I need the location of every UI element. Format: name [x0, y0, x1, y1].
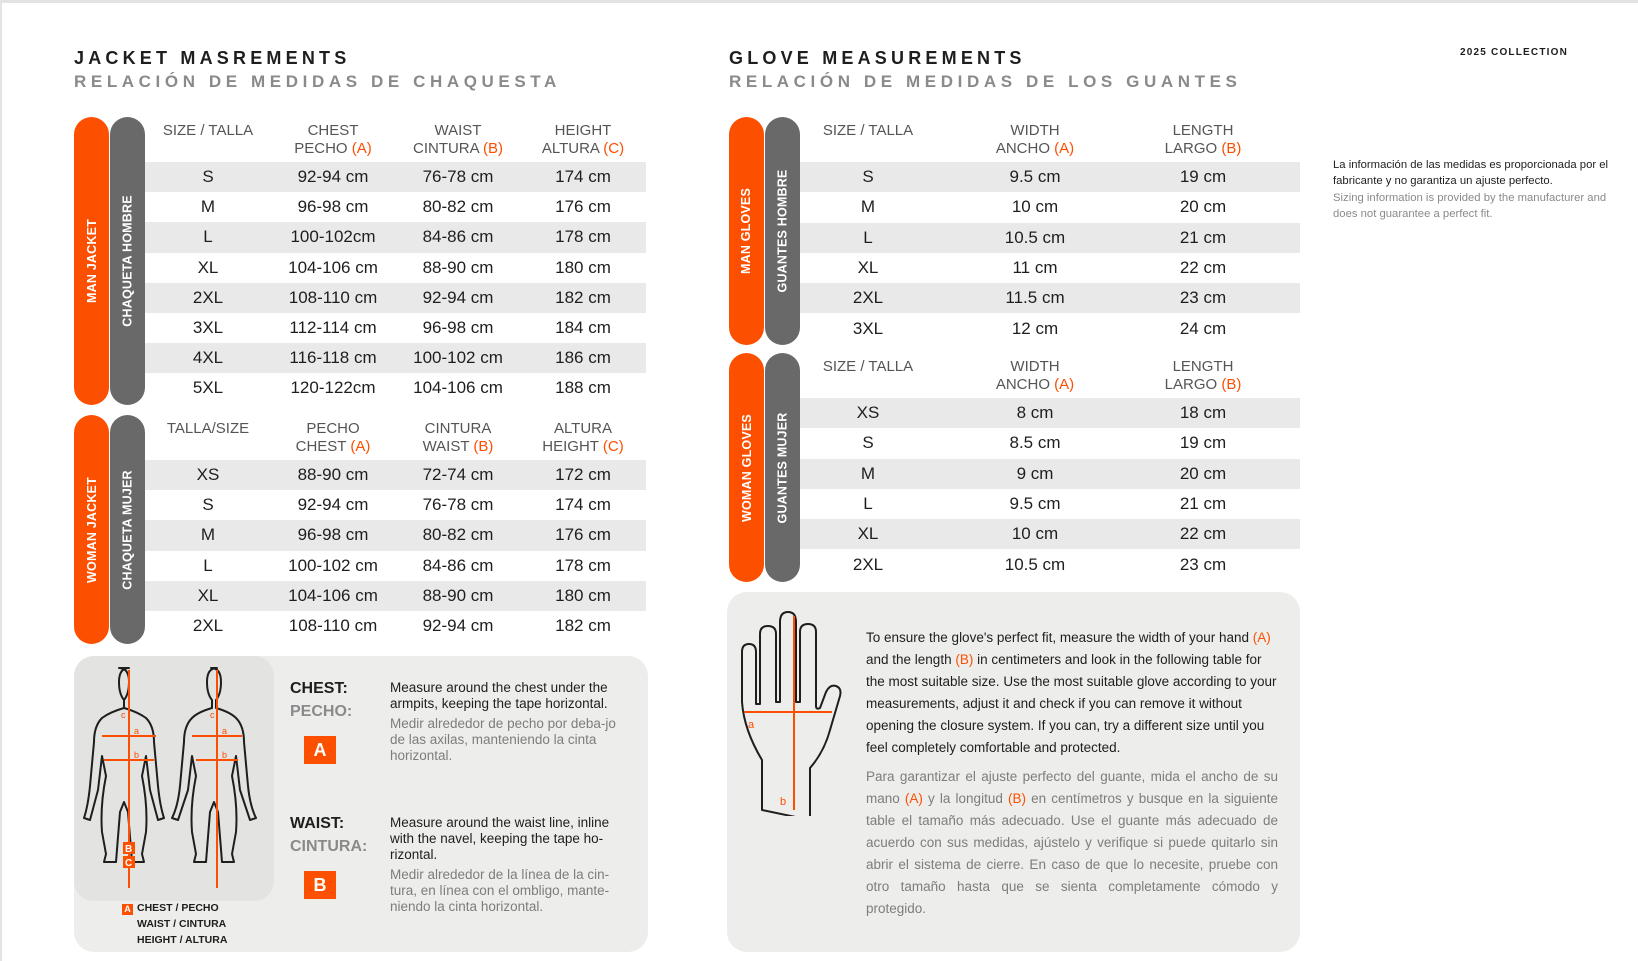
table-cell: 174 cm — [555, 495, 611, 515]
table-cell: 84-86 cm — [422, 227, 494, 247]
chest-label-es: PECHO: — [290, 703, 353, 720]
svg-text:a: a — [222, 726, 228, 736]
disclaimer — [1333, 158, 1623, 222]
table-cell: 96-98 cm — [297, 525, 369, 545]
table-row — [800, 162, 1300, 192]
table-row — [145, 490, 646, 520]
table-row — [145, 343, 646, 373]
column-header: LENGTH LARGO (B) — [1164, 122, 1242, 157]
table-cell: M — [200, 525, 216, 545]
man-jacket-label-es: CHAQUETA HOMBRE — [110, 117, 145, 405]
glove-title: GLOVE MEASUREMENTS — [729, 48, 1026, 68]
woman-jacket-label-es: CHAQUETA MUJER — [110, 415, 145, 644]
table-cell: 104-106 cm — [288, 585, 378, 605]
table-cell: L — [203, 555, 213, 575]
table-cell: 24 cm — [1179, 318, 1227, 338]
table-cell: 20 cm — [1179, 463, 1227, 483]
table-cell: 10 cm — [1011, 197, 1059, 217]
table-cell: S — [862, 167, 874, 187]
table-row — [145, 520, 646, 550]
disclaimer-en: Sizing information is provided by the manufacturer and does not guarantee a perfect fit. — [1333, 192, 1607, 220]
table-cell: XL — [197, 257, 219, 277]
column-header: WAIST CINTURA (B) — [412, 122, 503, 157]
svg-text:a: a — [748, 719, 755, 731]
table-cell: 108-110 cm — [288, 287, 378, 307]
table-cell: 104-106 cm — [413, 378, 503, 398]
waist-text-en: Measure around the waist line, inline with the navel, keeping the tape ho-rizontal. — [390, 815, 610, 862]
chest-text-en: Measure around the chest under the armpits, keeping the tape horizontal. — [390, 680, 608, 711]
table-cell: 92-94 cm — [297, 495, 369, 515]
table-row — [800, 314, 1300, 344]
table-cell: 10.5 cm — [1004, 554, 1066, 574]
table-cell: 22 cm — [1179, 258, 1227, 278]
legend-chest: CHEST / PECHO — [137, 902, 219, 914]
chest-badge: A — [304, 736, 336, 764]
table-cell: L — [863, 494, 873, 514]
table-cell: 96-98 cm — [422, 318, 494, 338]
table-cell: 12 cm — [1011, 318, 1059, 338]
table-row — [145, 162, 646, 192]
table-row — [145, 373, 646, 403]
table-cell: 3XL — [852, 318, 884, 338]
waist-text-es: Medir alrededor de la línea de la cin-tura, en línea con el ombligo, mante-niendo la cinta horizontal. — [390, 867, 610, 914]
table-cell: 9.5 cm — [1009, 167, 1061, 187]
table-cell: 104-106 cm — [288, 257, 378, 277]
svg-text:b: b — [780, 796, 787, 808]
table-cell: 11 cm — [1012, 258, 1058, 278]
table-cell: 10.5 cm — [1004, 227, 1066, 247]
table-cell: 96-98 cm — [297, 197, 369, 217]
chest-text-es: Medir alrededor de pecho por deba-jo de las axilas, manteniendo la cinta horizontal. — [390, 716, 616, 763]
table-cell: 5XL — [192, 378, 224, 398]
table-cell: 10 cm — [1011, 524, 1059, 544]
woman-gloves-label: WOMAN GLOVES — [729, 353, 764, 582]
table-cell: 178 cm — [555, 555, 611, 575]
table-row — [145, 611, 646, 641]
table-cell: 176 cm — [555, 525, 611, 545]
table-cell: 186 cm — [555, 348, 611, 368]
table-cell: 18 cm — [1179, 403, 1227, 423]
table-cell: XS — [856, 403, 880, 423]
hand-outline-icon — [740, 610, 852, 816]
man-gloves-label: MAN GLOVES — [729, 117, 764, 345]
table-cell: XL — [857, 258, 879, 278]
table-cell: 2XL — [192, 287, 224, 307]
woman-jacket-table — [145, 420, 646, 645]
table-cell: 2XL — [192, 616, 224, 636]
table-cell: 11.5 cm — [1005, 288, 1065, 308]
table-row — [145, 581, 646, 611]
table-cell: 88-90 cm — [297, 465, 369, 485]
table-cell: 8.5 cm — [1009, 433, 1061, 453]
table-cell: S — [202, 167, 214, 187]
svg-text:b: b — [222, 750, 228, 760]
glove-guide-text-es: Para garantizar el ajuste perfecto del guante, mida el ancho de su mano (A) y la longitud (B) en centímetros y busque en la siguiente table el tamaño más adecuado. Use el guante más adecuado de acuerdo con sus medidas, ajústelo y verifique si puede quitarlo sin abrir el sistema de cierre. En caso de que lo necesite, pruebe con otro tamaño hasta que se sienta completamente cómodo y protegido. — [866, 769, 1278, 916]
table-cell: S — [862, 433, 874, 453]
table-row — [145, 313, 646, 343]
waist-label: WAIST: — [290, 815, 345, 832]
waist-badge: B — [304, 871, 336, 899]
svg-text:B: B — [125, 844, 133, 855]
table-cell: 4XL — [192, 348, 224, 368]
svg-text:C: C — [125, 858, 133, 869]
man-gloves-table — [800, 122, 1300, 344]
table-cell: 22 cm — [1179, 524, 1227, 544]
table-cell: 88-90 cm — [422, 585, 494, 605]
table-cell: S — [202, 495, 214, 515]
table-cell: 100-102 cm — [288, 555, 378, 575]
table-cell: 176 cm — [555, 197, 611, 217]
jacket-title: JACKET MASREMENTS — [74, 48, 351, 68]
column-header: SIZE / TALLA — [162, 122, 254, 139]
table-cell: 80-82 cm — [422, 525, 494, 545]
table-cell: 108-110 cm — [288, 616, 378, 636]
table-cell: 184 cm — [555, 318, 611, 338]
table-cell: L — [863, 227, 873, 247]
column-header: LENGTH LARGO (B) — [1164, 358, 1242, 393]
table-row — [145, 460, 646, 490]
table-row — [800, 459, 1300, 489]
column-header: HEIGHT ALTURA (C) — [541, 122, 625, 157]
table-cell: L — [203, 227, 213, 247]
table-cell: 76-78 cm — [422, 167, 494, 187]
woman-gloves-label-es: GUANTES MUJER — [765, 353, 800, 582]
table-row — [800, 283, 1300, 313]
waist-label-es: CINTURA: — [290, 838, 368, 855]
table-cell: 21 cm — [1179, 494, 1227, 514]
woman-jacket-label: WOMAN JACKET — [74, 415, 109, 644]
table-cell: 2XL — [852, 554, 884, 574]
table-cell: 180 cm — [555, 257, 611, 277]
table-cell: 84-86 cm — [422, 555, 494, 575]
table-cell: 182 cm — [555, 287, 611, 307]
table-cell: XL — [857, 524, 879, 544]
jacket-subtitle: RELACIÓN DE MEDIDAS DE CHAQUESTA — [74, 72, 561, 91]
glove-guide-text-en: To ensure the glove's perfect fit, measure the width of your hand (A) and the length (B) in centimeters and look in the following table for the most suitable size. Use the most suitable glove according to your measurements, adjust it and check if you can remove it without opening the closure system. If you can, try a different size until you feel completely comfortable and protected. — [866, 630, 1277, 755]
left-border — [0, 0, 2, 961]
table-cell: XL — [197, 585, 219, 605]
man-jacket-label: MAN JACKET — [74, 117, 109, 405]
table-row — [800, 192, 1300, 222]
table-cell: 23 cm — [1179, 288, 1227, 308]
table-cell: 2XL — [852, 288, 884, 308]
column-header: SIZE / TALLA — [822, 358, 914, 375]
column-header: WIDTH ANCHO (A) — [995, 122, 1075, 157]
glove-subtitle: RELACIÓN DE MEDIDAS DE LOS GUANTES — [729, 72, 1242, 91]
table-row — [145, 551, 646, 581]
body-figure-panel — [74, 656, 274, 901]
column-header: ALTURA HEIGHT (C) — [542, 420, 624, 455]
collection-label: 2025 COLLECTION — [1460, 47, 1569, 58]
disclaimer-es: La información de las medidas es proporcionada por el fabricante y no garantiza un ajuste perfecto. — [1333, 159, 1609, 187]
table-cell: 72-74 cm — [422, 465, 494, 485]
table-cell: 19 cm — [1179, 433, 1227, 453]
table-row — [800, 398, 1300, 428]
table-cell: 188 cm — [555, 378, 611, 398]
table-cell: 174 cm — [555, 167, 611, 187]
table-cell: 116-118 cm — [289, 348, 377, 368]
table-cell: 92-94 cm — [297, 167, 369, 187]
figure-legend: A CHEST / PECHO WAIST / CINTURA HEIGHT / ALTURA — [122, 900, 227, 948]
table-cell: XS — [196, 465, 220, 485]
chest-label: CHEST: — [290, 680, 348, 697]
body-figure-icon — [74, 656, 274, 901]
man-jacket-table — [145, 122, 646, 407]
woman-gloves-table — [800, 358, 1300, 580]
table-cell: 8 cm — [1016, 403, 1054, 423]
table-cell: M — [860, 197, 876, 217]
table-row — [145, 222, 646, 252]
table-cell: 100-102 cm — [413, 348, 503, 368]
table-cell: 120-122cm — [290, 378, 376, 398]
table-cell: 100-102cm — [290, 227, 376, 247]
table-cell: 9.5 cm — [1009, 494, 1061, 514]
svg-text:c: c — [210, 710, 215, 720]
svg-text:b: b — [134, 750, 140, 760]
table-cell: 80-82 cm — [422, 197, 494, 217]
table-cell: 92-94 cm — [422, 287, 494, 307]
column-header: WIDTH ANCHO (A) — [995, 358, 1075, 393]
table-cell: 180 cm — [555, 585, 611, 605]
column-header: CINTURA WAIST (B) — [422, 420, 494, 455]
svg-text:c: c — [121, 710, 126, 720]
column-header: SIZE / TALLA — [822, 122, 914, 139]
top-border — [0, 0, 1638, 3]
table-cell: 76-78 cm — [422, 495, 494, 515]
table-cell: 88-90 cm — [422, 257, 494, 277]
table-cell: 9 cm — [1016, 463, 1054, 483]
svg-text:a: a — [134, 726, 140, 736]
column-header: CHEST PECHO (A) — [294, 122, 372, 157]
legend-waist: WAIST / CINTURA — [137, 918, 227, 930]
column-header: PECHO CHEST (A) — [295, 420, 371, 455]
table-cell: M — [860, 463, 876, 483]
table-cell: 172 cm — [555, 465, 611, 485]
table-row — [800, 550, 1300, 580]
table-cell: 23 cm — [1179, 554, 1227, 574]
table-row — [800, 489, 1300, 519]
table-row — [800, 223, 1300, 253]
man-gloves-label-es: GUANTES HOMBRE — [765, 117, 800, 345]
table-row — [145, 253, 646, 283]
table-cell: M — [200, 197, 216, 217]
table-cell: 178 cm — [555, 227, 611, 247]
table-cell: 21 cm — [1179, 227, 1227, 247]
table-cell: 3XL — [192, 318, 224, 338]
table-cell: 19 cm — [1179, 167, 1227, 187]
table-row — [800, 519, 1300, 549]
table-row — [800, 253, 1300, 283]
table-cell: 20 cm — [1179, 197, 1227, 217]
table-cell: 182 cm — [555, 616, 611, 636]
table-cell: 112-114 cm — [289, 318, 377, 338]
column-header: TALLA/SIZE — [166, 420, 250, 437]
table-row — [145, 192, 646, 222]
table-row — [800, 428, 1300, 458]
table-cell: 92-94 cm — [422, 616, 494, 636]
table-row — [145, 283, 646, 313]
legend-height: HEIGHT / ALTURA — [137, 934, 228, 946]
